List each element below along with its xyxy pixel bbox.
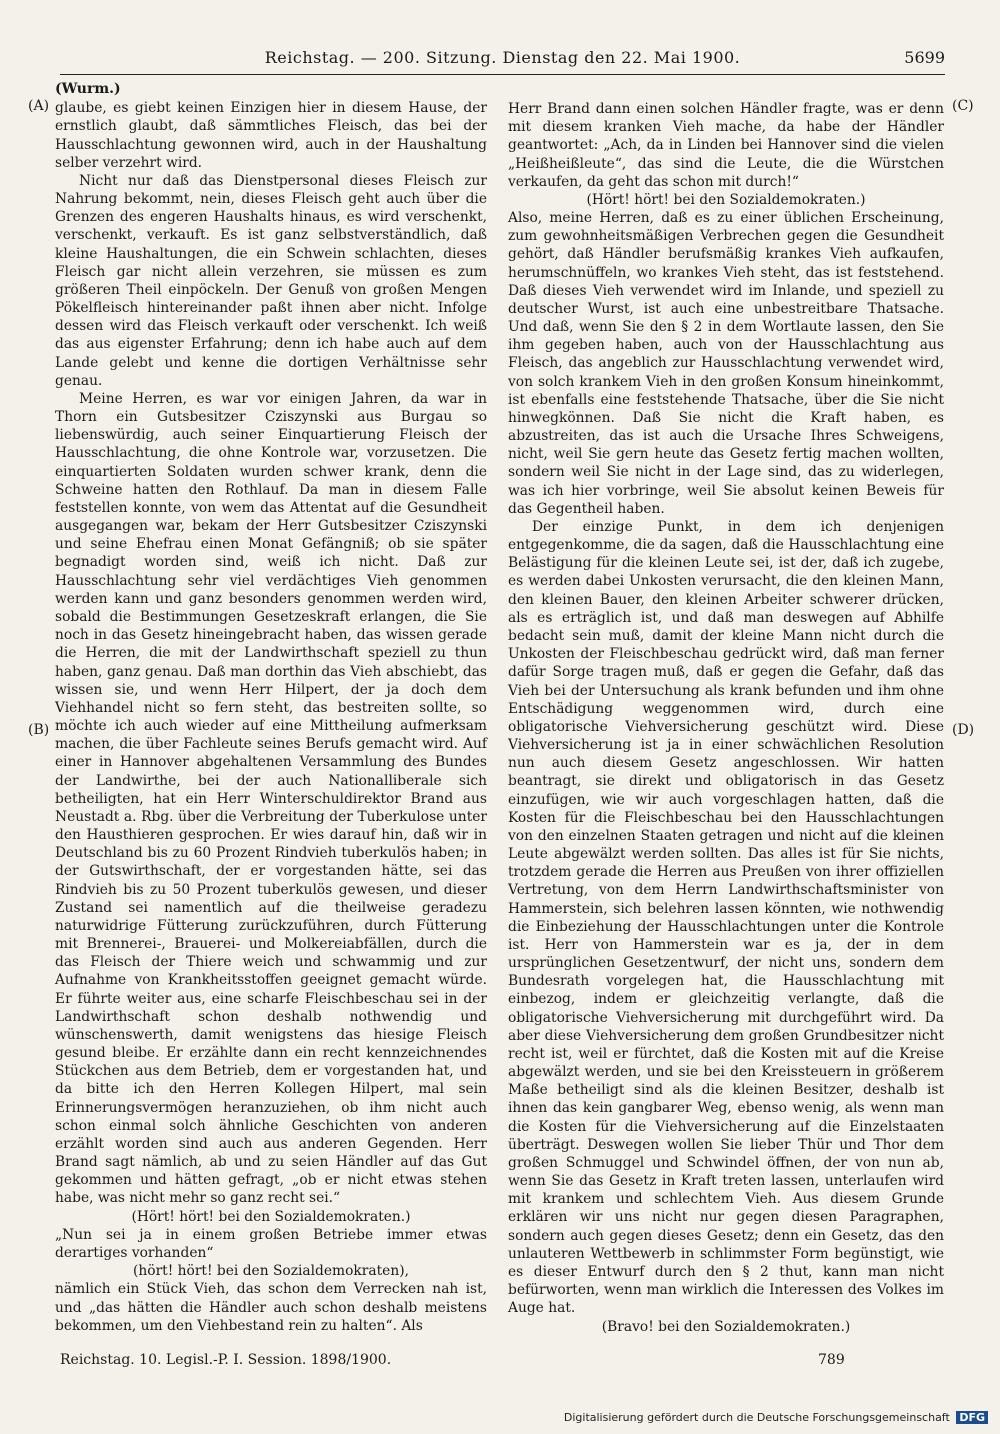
margin-marker-d: (D): [952, 722, 975, 738]
interjection: (Hört! hört! bei den Sozialdemokraten.): [586, 191, 866, 208]
interjection: (hört! hört! bei den Sozialdemokraten),: [133, 1263, 409, 1280]
funding-credit-text: Digitalisierung gefördert durch die Deutsche Forschungsgemeinschaft: [563, 1411, 950, 1424]
header-title: Reichstag. — 200. Sitzung. Dienstag den 22. Mai 1900.: [264, 48, 741, 67]
funding-credit: [564, 1411, 988, 1424]
quote: „Nun sei ja in einem großen Betriebe immer etwas derartiges vorhanden“: [55, 1226, 487, 1261]
paragraph: nämlich ein Stück Vieh, das schon dem Verrecken nah ist, und „das hätten die Händler auch schon deshalb meistens bekommen, um den Viehbestand rein zu halten“. Als: [55, 1281, 487, 1334]
interjection: (Bravo! bei den Sozialdemokraten.): [601, 1318, 851, 1335]
paragraph: Meine Herren, es war vor einigen Jahren, da war in Thorn ein Gutsbesitzer Cziszynski aus Burgau so liebenswürdig, auch seiner Einquartierung Fleisch der Hausschlachtung, die ohne Kontrole war, vorzusetzen. Die einquartierten Soldaten wurden schwer krank, denn die Schweine hatten den Rothlauf. Da man in diesem Falle feststellen konnte, von wem das Attentat auf die Gesundheit ausgegangen war, bekam der Herr Gutsbesitzer Cziszynski und seine Ehefrau einen Monat Gefängniß; ob sie später begnadigt worden sind, weiß ich nicht. Daß zur Hausschlachtung sehr viel verdächtiges Vieh genommen werden kann und ganz besonders genommen werden wird, sobald die Bestimmungen Gesetzeskraft erlangen, die Sie noch in das Gesetz hineingebracht haben, das wissen gerade die Herren, die mit der Landwirthschaft speziell zu thun haben, ganz genau. Daß man dorthin das Vieh abschiebt, das wissen sie, und wenn Herr Hilpert, der ja doch dem Viehhandel nicht so fern steht, das bestreiten sollte, so möchte ich auch wieder auf eine Mittheilung aufmerksam machen, die über Fachleute seines Berufs gemacht wird. Auf einer in Hannover abgehaltenen Versammlung des Bundes der Landwirthe, bei der auch Nationalliberale sich betheiligten, hat ein Herr Winterschuldirektor Brand aus Neustadt a. Rbg. über die Verbreitung der Tuberkulose unter den Hausthieren gesprochen. Er wies darauf hin, daß wir in Deutschland bis zu 60 Prozent Rindvieh tuberkulös haben; in der Gutswirthschaft, der er vorgestanden hätte, sei das Rindvieh bis zu 50 Prozent tuberkulös gewesen, und dieser Zustand sei namentlich auf die theilweise geradezu naturwidrige Fütterung zurückzuführen, durch Fütterung mit Brennerei-, Brauerei- und Molkereiabfällen, durch die das Fleisch der Thiere weich und schwammig und zur Aufnahme von Krankheitsstoffen geeignet gemacht würde. Er führte weiter aus, eine scharfe Fleischbeschau sei in der Landwirthschaft schon deshalb nothwendig und wünschenswerth, damit wenigstens das hiesige Fleisch gesund bleibe. Er erzählte dann ein recht kennzeichnendes Stückchen aus dem Betrieb, dem er vorgestanden hat, und da bitte ich den Herren Kollegen Hilpert, mal sein Erinnerungsvermögen heranzuziehen, ob ihm nicht auch schon einmal solch ähnliche Geschichten von anderen erzählt worden sind auch aus anderen Gegenden. Herr Brand sagt nämlich, ab und zu seien Händler auf das Gut gekommen und hätten gefragt, „ob er nicht etwas stehen habe, was nicht mehr so ganz recht sei.“: [55, 390, 487, 1207]
interjection: (Hört! hört! bei den Sozialdemokraten.): [131, 1208, 411, 1225]
paragraph: Nicht nur daß das Dienstpersonal dieses Fleisch zur Nahrung bekommt, nein, dieses Fleisch geht auch über die Grenzen des engeren Haushalts hinaus, es wird verschenkt, verschenkt, verkauft. Es ist ganz selbstverständlich, daß kleine Haushaltungen, die ein Schwein schlachten, dieses Fleisch gar nicht allein verzehren, sie müssen es zum größeren Theil einpöckeln. Der Genuß von großen Mengen Pökelfleisch hintereinander paßt ihnen aber nicht. Infolge dessen wird das Fleisch verkauft oder verschenkt. Ich weiß das aus eigenster Erfahrung; denn ich habe auch auf dem Lande gelebt und kenne die dortigen Verhältnisse sehr genau.: [55, 172, 487, 389]
footer-session: Reichstag. 10. Legisl.-P. I. Session. 1898/1900.: [60, 1352, 392, 1368]
page-header: [60, 48, 945, 75]
paragraph: Herr Brand dann einen solchen Händler fragte, was er denn mit diesem kranken Vieh mache, da habe der Händler geantwortet: „Ach, da in Linden bei Hannover sind die vielen „Heißheißleute“, das sind die Leute, die die Würstchen verkaufen, da geht das schon mit durch!“: [508, 101, 944, 190]
right-column: [508, 100, 944, 1336]
page-number: 5699: [904, 48, 945, 67]
footer-sheet-number: 789: [818, 1352, 845, 1368]
left-column: [55, 80, 487, 1335]
paragraph: glaube, es giebt keinen Einzigen hier in diesem Hause, der ernstlich glaubt, daß sämmtliches Fleisch, das bei der Hausschlachtung gewonnen wird, auch in der Haushaltung selber verzehrt wird.: [55, 100, 487, 171]
margin-marker-c: (C): [952, 98, 974, 114]
margin-marker-a: (A): [28, 98, 50, 114]
paragraph: Der einzige Punkt, in dem ich denjenigen entgegenkomme, die da sagen, daß die Hausschlachtung eine Belästigung für die kleinen Leute sei, ist der, daß ich zugebe, es werden dabei Unkosten verursacht, die den kleinen Mann, den kleinen Bauer, den kleinen Arbeiter schwerer drücken, als es erträglich ist, und daß man deswegen auf Abhilfe bedacht sein muß, damit der kleine Mann nicht durch die Unkosten der Fleischbeschau gedrückt wird, daß man ferner dafür Sorge tragen muß, daß er gegen die Gefahr, daß das Vieh bei der Untersuchung als krank befunden und ihm ohne Entschädigung weggenommen wird, durch eine obligatorische Viehversicherung geschützt wird. Diese Viehversicherung ist ja in einer schwächlichen Resolution nun auch diesem Gesetz angeschlossen. Wir hatten beantragt, sie direkt und obligatorisch in das Gesetz einzufügen, wie wir auch vorgeschlagen hatten, daß die Kosten für die Fleischbeschau bei den Hausschlachtungen von den einzelnen Staaten getragen und nicht auf die kleinen Leute abgewälzt werden sollten. Das alles ist für Sie nichts, trotzdem gerade die Herren aus Preußen von ihrer offiziellen Vertretung, von dem Herrn Landwirthschaftsminister von Hammerstein, sich belehren lassen könnten, wie nothwendig die Einbeziehung der Hausschlachtungen unter die Kontrole ist. Herr von Hammerstein war es ja, der in dem ursprünglichen Gesetzentwurf, der nicht uns, sondern dem Bundesrath vorgelegen hat, die Hausschlachtung mit einbezog, indem er gleichzeitig verlangte, daß die obligatorische Viehversicherung mit durchgeführt wird. Da aber diese Viehversicherung dem großen Grundbesitzer nicht recht ist, weil er fürchtet, daß die Kosten mit auf die Kreise abgewälzt werden, und sie bei den Kreissteuern in größerem Maße betheiligt sind als die kleinen Besitzer, deshalb ist ihnen das kein gangbarer Weg, ebenso wenig, als wenn man die Kosten für die Viehversicherung auf die Einzelstaaten überträgt. Deswegen wollen Sie lieber Thür und Thor dem großen Schmuggel und Schwindel öffnen, der von nun ab, wenn Sie das Gesetz in Kraft treten lassen, unterlaufen wird mit krankem und schlechtem Vieh. Aus diesem Grunde erklären wir uns nicht nur gegen diesen Paragraphen, sondern auch gegen dieses Gesetz; denn ein Gesetz, das den unlauteren Wettbewerb in schlimmster Form begünstigt, wie es dieser Entwurf durch den § 2 thut, kann man nicht befürworten, wenn man wirklich die Interessen des Volkes im Auge hat.: [508, 518, 944, 1317]
margin-marker-b: (B): [28, 722, 50, 738]
paragraph: Also, meine Herren, daß es zu einer üblichen Erscheinung, zum gewohnheitsmäßigen Verbrechen gegen die Gesundheit gehört, daß Händler berufsmäßig krankes Vieh aufkaufen, herumschnüffeln, wo krankes Vieh steht, das ist feststehend. Daß dieses Vieh verwendet wird im Inlande, und speziell zu deutscher Wurst, ist auch eine unbestreitbare Thatsache. Und daß, wenn Sie den § 2 in dem Wortlaute lassen, den Sie ihm gegeben haben, auch von der Hausschlachtung aus Fleisch, das angeblich zur Hausschlachtung verwendet wird, von solch krankem Vieh in den großen Konsum hineinkommt, ist ebenfalls eine feststehende Thatsache, über die Sie nicht hinwegkönnen. Daß Sie nicht die Kraft haben, es abzustreiten, das ist auch die Ursache Ihres Schweigens, nicht, weil Sie gern heute das Gesetz fertig machen wollten, sondern weil Sie nicht in der Lage sind, das zu widerlegen, was ich hier vorbringe, weil Sie absolut keinen Beweis für das Gegentheil haben.: [508, 210, 944, 517]
dfg-logo-icon: DFG: [956, 1411, 988, 1424]
speaker-label: (Wurm.): [55, 81, 121, 97]
